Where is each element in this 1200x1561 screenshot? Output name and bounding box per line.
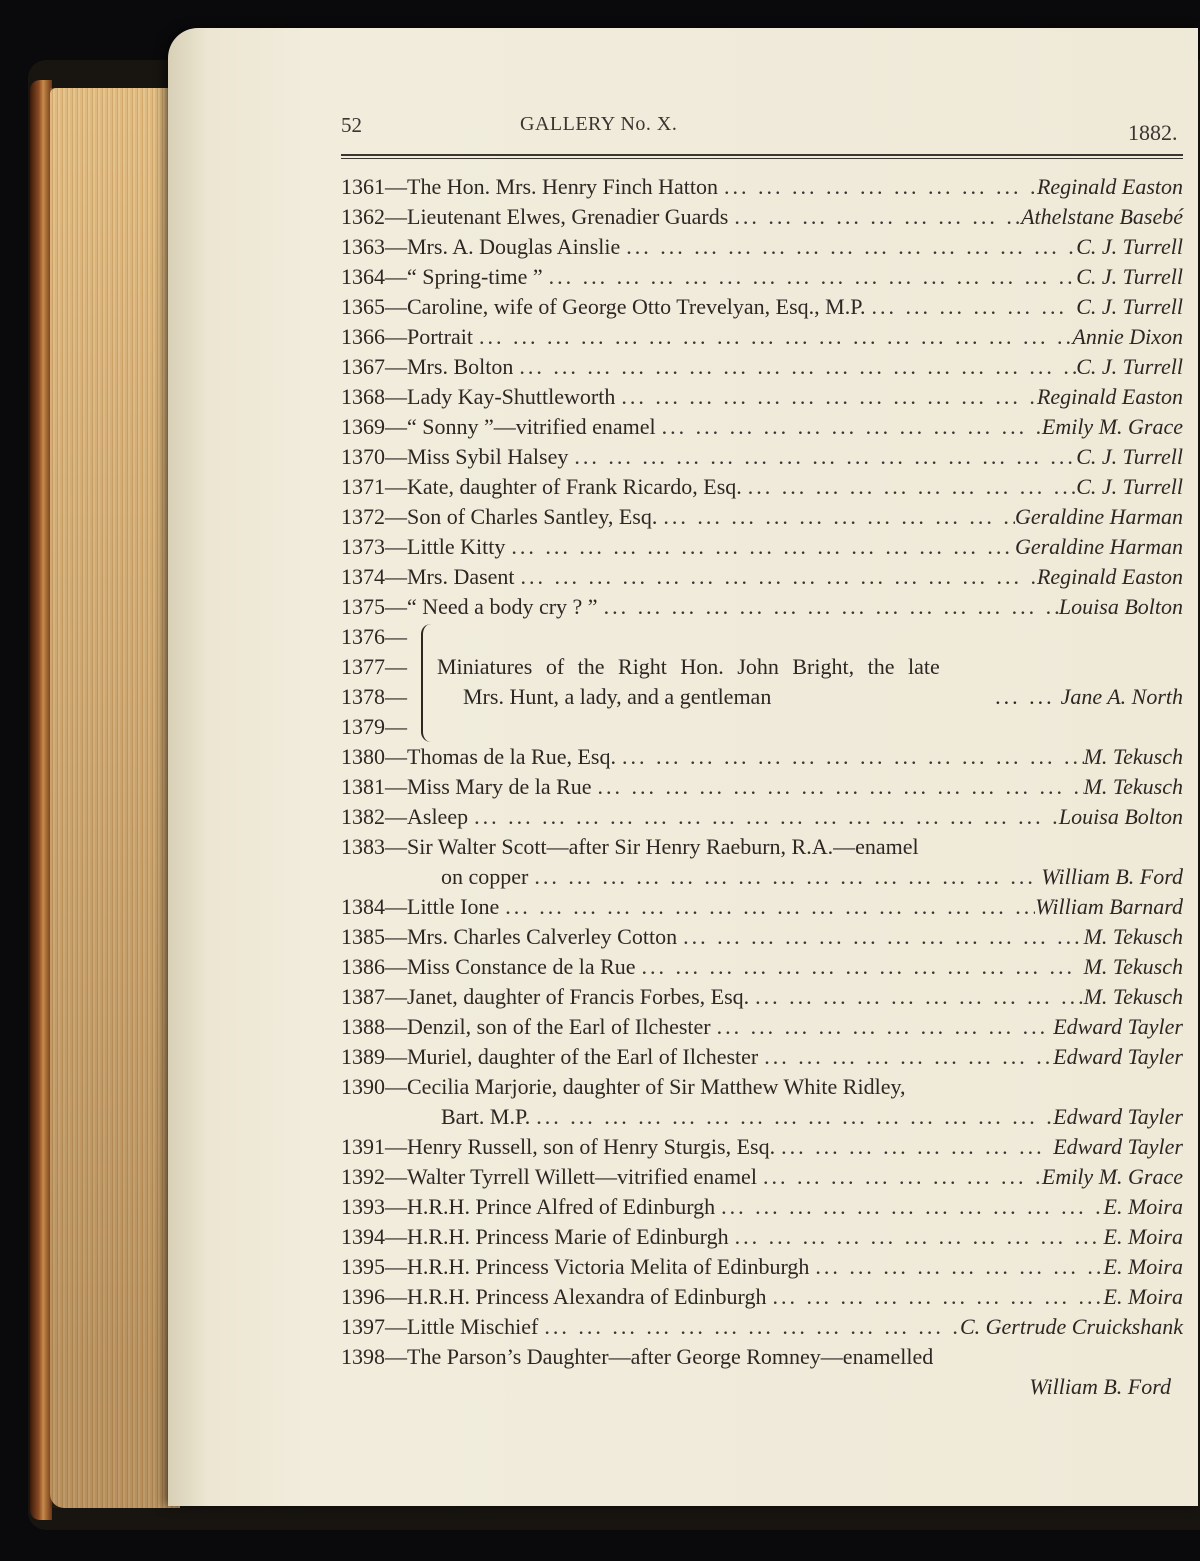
entry-artist: Louisa Bolton [1058, 594, 1183, 619]
entry-number: 1380 [341, 744, 385, 769]
dot-leader [742, 472, 1076, 502]
entry-title: —Caroline, wife of George Otto Trevelyan, Esq., M.P. [385, 294, 866, 319]
catalogue-entry-1389 [341, 1042, 1183, 1072]
dot-leader [515, 562, 1037, 592]
group-body [437, 622, 1183, 742]
dot-leader [592, 772, 1084, 802]
group-title-line-1: Miniatures of the Right Hon. John Bright, the late [437, 654, 940, 679]
catalogue-entry-1384 [341, 892, 1183, 922]
dot-leader [749, 982, 1083, 1012]
entry-number: 1369 [341, 414, 385, 439]
group-number: 1378— [341, 684, 407, 709]
entry-artist: Edward Tayler [1053, 1044, 1183, 1069]
entry-number: 1394 [341, 1224, 385, 1249]
dot-leader [771, 682, 1060, 712]
entry-artist: Emily M. Grace [1041, 1164, 1183, 1189]
catalogue-entry-1372 [341, 502, 1183, 532]
entry-artist: Geraldine Harman [1014, 534, 1183, 559]
group-brace [421, 624, 437, 742]
entry-artist: Reginald Easton [1036, 564, 1183, 589]
entry-number: 1364 [341, 264, 385, 289]
entry-artist: William B. Ford [1029, 1374, 1171, 1399]
entry-title: —Mrs. Bolton [385, 354, 514, 379]
entry-number: 1384 [341, 894, 385, 919]
entry-number: 1398 [341, 1344, 385, 1369]
entry-artist: Reginald Easton [1036, 174, 1183, 199]
entry-number: 1387 [341, 984, 385, 1009]
dot-leader [767, 1282, 1104, 1312]
entry-title: —Mrs. A. Douglas Ainslie [385, 234, 621, 259]
entry-title: —“ Sonny ”—vitrified enamel [385, 414, 656, 439]
catalogue-entry-1368 [341, 382, 1183, 412]
entry-number: 1392 [341, 1164, 385, 1189]
entry-number: 1382 [341, 804, 385, 829]
dot-leader [543, 262, 1077, 292]
entry-title: —H.R.H. Princess Victoria Melita of Edinburgh [385, 1254, 810, 1279]
entry-title: —Thomas de la Rue, Esq. [385, 744, 616, 769]
entry-title-continued: on copper [441, 864, 529, 889]
dot-leader [715, 1192, 1103, 1222]
entry-number: 1373 [341, 534, 385, 559]
catalogue-entry-1386 [341, 952, 1183, 982]
group-number: 1379— [341, 714, 407, 739]
entry-title: —Kate, daughter of Frank Ricardo, Esq. [385, 474, 742, 499]
entry-artist: Emily M. Grace [1041, 414, 1183, 439]
entry-artist: M. Tekusch [1083, 774, 1183, 799]
entry-title: —Cecilia Marjorie, daughter of Sir Matthew White Ridley, [385, 1074, 906, 1099]
entry-title: —Janet, daughter of Francis Forbes, Esq. [385, 984, 750, 1009]
dot-leader [468, 802, 1059, 832]
catalogue-entry-1390 [341, 1072, 1183, 1102]
dot-leader [656, 412, 1042, 442]
dot-leader [809, 1252, 1103, 1282]
dot-leader [758, 1042, 1053, 1072]
catalogue-entry-1363 [341, 232, 1183, 262]
entry-title-continued: Bart. M.P. [441, 1104, 531, 1129]
catalogue-entry-1375 [341, 592, 1183, 622]
dot-leader [568, 442, 1076, 472]
dot-leader [528, 862, 1041, 892]
dot-leader [866, 292, 1077, 322]
dot-leader [711, 1012, 1054, 1042]
entry-artist: E. Moira [1103, 1194, 1183, 1219]
catalogue-entry-1369 [341, 412, 1183, 442]
entry-title: —H.R.H. Princess Alexandra of Edinburgh [385, 1284, 767, 1309]
entry-artist: William Barnard [1035, 894, 1183, 919]
entry-artist: C. J. Turrell [1076, 234, 1183, 259]
dot-leader [615, 382, 1037, 412]
catalogue-entry-1373 [341, 532, 1183, 562]
entry-artist: Geraldine Harman [1014, 504, 1183, 529]
entry-artist: E. Moira [1103, 1284, 1183, 1309]
entry-title: —Denzil, son of the Earl of Ilchester [385, 1014, 711, 1039]
entry-title: —The Hon. Mrs. Henry Finch Hatton [385, 174, 719, 199]
entry-artist: Edward Tayler [1053, 1104, 1183, 1129]
entry-title: —Little Ione [385, 894, 500, 919]
catalogue-entry-1397 [341, 1312, 1183, 1342]
entry-artist: Reginald Easton [1036, 384, 1183, 409]
dot-leader [538, 1312, 960, 1342]
entry-title: —H.R.H. Princess Marie of Edinburgh [385, 1224, 729, 1249]
catalogue-entry-1393 [341, 1192, 1183, 1222]
entry-number: 1367 [341, 354, 385, 379]
entry-title: —Miss Constance de la Rue [385, 954, 636, 979]
dot-leader [505, 532, 1015, 562]
catalogue-entry-1392 [341, 1162, 1183, 1192]
entry-title: —Little Mischief [385, 1314, 539, 1339]
entry-number: 1388 [341, 1014, 385, 1039]
dot-leader [620, 232, 1076, 262]
catalogue-entry-1361 [341, 172, 1183, 202]
book-cover-edge [30, 80, 52, 1520]
catalogue-entry-1383 [341, 832, 1183, 862]
entry-artist: C. J. Turrell [1076, 354, 1183, 379]
catalogue-entry-1394 [341, 1222, 1183, 1252]
catalogue-entry-1390-continued [341, 1102, 1183, 1132]
entry-artist: Annie Dixon [1072, 324, 1183, 349]
entry-number: 1396 [341, 1284, 385, 1309]
dot-leader [757, 1162, 1042, 1192]
dot-leader [530, 1102, 1053, 1132]
catalogue-entry-1398 [341, 1342, 1183, 1372]
entry-artist: M. Tekusch [1083, 924, 1183, 949]
header-year: 1882. [1128, 120, 1178, 145]
catalogue-entry-1380 [341, 742, 1183, 772]
entry-title: —Henry Russell, son of Henry Sturgis, Esq. [385, 1134, 776, 1159]
entry-number: 1361 [341, 174, 385, 199]
entry-artist: Louisa Bolton [1058, 804, 1183, 829]
catalogue-entry-1382 [341, 802, 1183, 832]
catalogue-entry-1371 [341, 472, 1183, 502]
entry-title: —The Parson’s Daughter—after George Romney—enamelled [385, 1344, 934, 1369]
entry-title: —Little Kitty [385, 534, 506, 559]
entry-number: 1386 [341, 954, 385, 979]
catalogue-entry-1366 [341, 322, 1183, 352]
entry-title: —Lieutenant Elwes, Grenadier Guards [385, 204, 729, 229]
catalogue-entry-1364 [341, 262, 1183, 292]
entry-number: 1397 [341, 1314, 385, 1339]
entry-artist: C. J. Turrell [1076, 294, 1183, 319]
entry-title: —“ Spring-time ” [385, 264, 543, 289]
entry-title: —“ Need a body cry ? ” [385, 594, 598, 619]
entry-artist: C. J. Turrell [1076, 264, 1183, 289]
catalogue-entry-1374 [341, 562, 1183, 592]
catalogue-entry-1387 [341, 982, 1183, 1012]
entry-title: —Sir Walter Scott—after Sir Henry Raeburn, R.A.—enamel [385, 834, 919, 859]
header-rule [341, 154, 1183, 156]
dot-leader [616, 742, 1084, 772]
dot-leader [677, 922, 1084, 952]
entry-artist: E. Moira [1103, 1254, 1183, 1279]
entry-number: 1362 [341, 204, 385, 229]
entry-number: 1365 [341, 294, 385, 319]
entry-title: —Miss Mary de la Rue [385, 774, 592, 799]
entry-artist: C. Gertrude Cruickshank [959, 1314, 1183, 1339]
dot-leader [775, 1132, 1053, 1162]
entry-number: 1391 [341, 1134, 385, 1159]
dot-leader [499, 892, 1035, 922]
page-number: 52 [341, 113, 362, 137]
dot-leader [718, 172, 1037, 202]
entry-artist: E. Moira [1103, 1224, 1183, 1249]
page-edges [50, 88, 180, 1508]
entry-artist: Edward Tayler [1053, 1014, 1183, 1039]
dot-leader [598, 592, 1059, 622]
dot-leader [473, 322, 1072, 352]
entry-artist: M. Tekusch [1083, 744, 1183, 769]
group-artist: Jane A. North [1060, 684, 1183, 709]
group-title-line-2-text: Mrs. Hunt, a lady, and a gentleman [463, 684, 772, 709]
catalogue-entry-1370 [341, 442, 1183, 472]
entry-artist: M. Tekusch [1083, 954, 1183, 979]
entry-artist: M. Tekusch [1083, 984, 1183, 1009]
entry-number: 1375 [341, 594, 385, 619]
entry-number: 1393 [341, 1194, 385, 1219]
running-head: GALLERY No. X. [520, 113, 678, 135]
entry-number: 1363 [341, 234, 385, 259]
group-title-line-2 [437, 682, 1183, 712]
entry-artist: Athelstane Basebé [1021, 204, 1183, 229]
entry-number: 1390 [341, 1074, 385, 1099]
entry-artist: Edward Tayler [1053, 1134, 1183, 1159]
entry-title: —Mrs. Charles Calverley Cotton [385, 924, 678, 949]
catalogue-entry-1367 [341, 352, 1183, 382]
entry-title: —Miss Sybil Halsey [385, 444, 569, 469]
catalogue-group-1376-1379 [341, 622, 1183, 742]
entry-title: —Son of Charles Santley, Esq. [385, 504, 658, 529]
group-numbers [341, 622, 421, 742]
catalogue-entry-1388 [341, 1012, 1183, 1042]
catalogue-entry-1383-continued [341, 862, 1183, 892]
entry-title: —Mrs. Dasent [385, 564, 515, 589]
entry-title: —Portrait [385, 324, 473, 349]
entry-title: —Lady Kay-Shuttleworth [385, 384, 616, 409]
catalogue-entry-1362 [341, 202, 1183, 232]
entry-number: 1368 [341, 384, 385, 409]
entry-number: 1374 [341, 564, 385, 589]
catalogue-entry-1395 [341, 1252, 1183, 1282]
header-rule-thin [341, 158, 1183, 159]
entry-artist: C. J. Turrell [1076, 444, 1183, 469]
entry-number: 1381 [341, 774, 385, 799]
entry-title: —Muriel, daughter of the Earl of Ilchester [385, 1044, 759, 1069]
dot-leader [728, 202, 1021, 232]
entry-number: 1366 [341, 324, 385, 349]
catalogue-entry-1381 [341, 772, 1183, 802]
entry-number: 1372 [341, 504, 385, 529]
entry-title: —H.R.H. Prince Alfred of Edinburgh [385, 1194, 716, 1219]
entry-title: —Walter Tyrrell Willett—vitrified enamel [385, 1164, 757, 1189]
dot-leader [657, 502, 1015, 532]
entry-number: 1371 [341, 474, 385, 499]
catalogue-entry-1391 [341, 1132, 1183, 1162]
group-number: 1377— [341, 654, 407, 679]
entry-artist: C. J. Turrell [1076, 474, 1183, 499]
entry-number: 1385 [341, 924, 385, 949]
entry-number: 1383 [341, 834, 385, 859]
catalogue-entry-1396 [341, 1282, 1183, 1312]
entry-artist: William B. Ford [1041, 864, 1183, 889]
entry-number: 1389 [341, 1044, 385, 1069]
catalogue-entry-1365 [341, 292, 1183, 322]
catalogue-list [341, 172, 1183, 1402]
catalogue-entry-1398-artist [341, 1372, 1183, 1402]
dot-leader [513, 352, 1076, 382]
dot-leader [729, 1222, 1104, 1252]
entry-number: 1395 [341, 1254, 385, 1279]
entry-title: —Asleep [385, 804, 469, 829]
catalogue-entry-1385 [341, 922, 1183, 952]
group-number: 1376— [341, 624, 407, 649]
dot-leader [636, 952, 1084, 982]
entry-number: 1370 [341, 444, 385, 469]
